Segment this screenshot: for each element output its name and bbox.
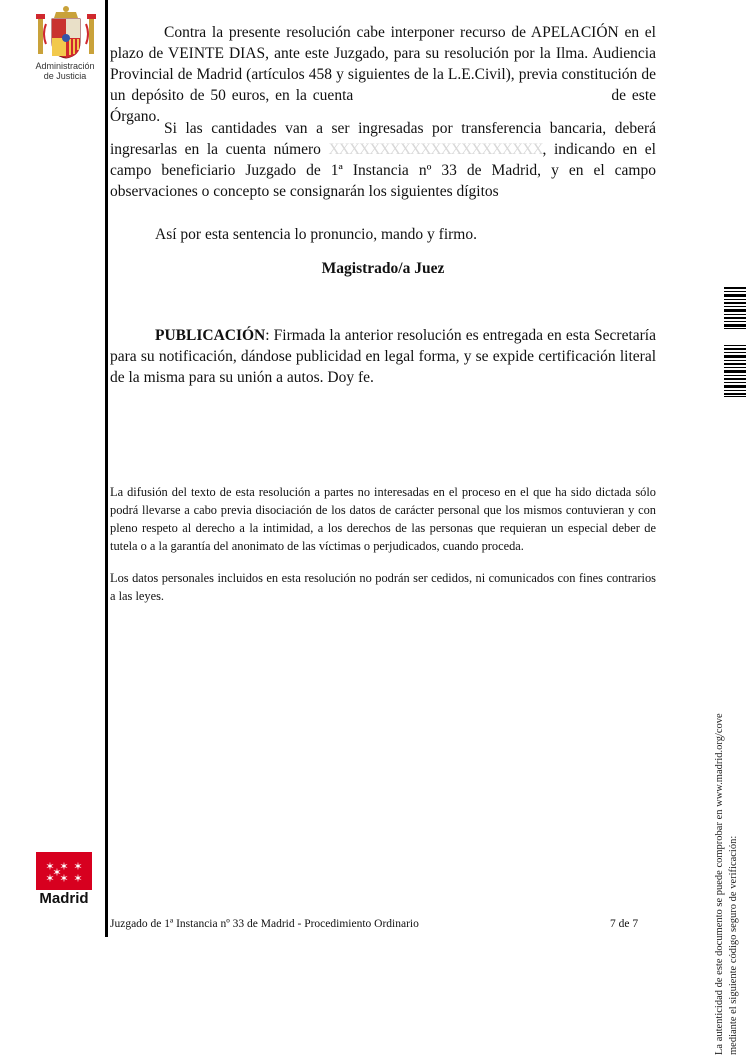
institution-caption-line1: Administración — [35, 61, 95, 71]
appeal-paragraph — [110, 22, 656, 127]
publication-paragraph — [110, 325, 656, 388]
closing-paragraph — [110, 224, 656, 245]
redacted-account — [359, 87, 605, 104]
svg-text:✶: ✶ — [45, 860, 55, 873]
barcode-icon — [724, 287, 746, 329]
transfer-text-end: , indicando en el campo beneficiario Juzgado de 1ª Instancia nº 33 de Madrid, y en el campo observaciones o concepto se consignarán los siguientes dígitos — [110, 141, 656, 200]
personal-data-notice: Los datos personales incluidos en esta resolución no podrán ser cedidos, ni comunicados con fines contrarios a las leyes. — [110, 571, 656, 603]
barcode-icon — [724, 345, 746, 397]
verification-notice — [697, 415, 750, 1055]
publication-text: : Firmada la anterior resolución es entregada en esta Secretaría para su notificación, dándose publicidad en legal forma, y se expide certificación literal de la misma para su unión a autos. Doy fe. — [110, 327, 656, 386]
svg-text:✶: ✶ — [73, 860, 83, 873]
signature-title: Magistrado/a Juez — [321, 260, 445, 277]
dissemination-notice: La difusión del texto de esta resolución a partes no interesadas en el proceso en el que ha sido dictada sólo podrá llevarse a cabo previa disociación de los datos de carácter personal que los mismos contuvieran y con pleno respeto al derecho a la intimidad, a los derechos de las personas que requieran un especial deber de tutela o a la garantía del anonimato de las víctimas o perjudicados, cuando proceda. — [110, 485, 656, 553]
verification-line-1: La autenticidad de este documento se puede comprobar en www.madrid.org/cove — [714, 713, 725, 1055]
transfer-paragraph — [110, 118, 656, 202]
closing-text: Así por esta sentencia lo pronuncio, mando y firmo. — [155, 226, 477, 243]
page-indicator: 7 de 7 — [610, 918, 639, 930]
verification-line-2: mediante el siguiente código seguro de verificación: — [728, 835, 739, 1055]
svg-text:✶: ✶ — [59, 860, 69, 873]
footer-court-procedure: Juzgado de 1ª Instancia nº 33 de Madrid - Procedimiento Ordinario — [110, 918, 419, 930]
publication-label: PUBLICACIÓN — [155, 327, 266, 344]
svg-text:✶: ✶ — [73, 872, 83, 885]
coat-of-arms-logo — [34, 4, 98, 62]
transfer-text: Si las cantidades van a ser ingresadas por transferencia bancaria, deberá ingresarlas en la cuenta número — [110, 120, 656, 158]
margin-rule — [105, 0, 108, 937]
madrid-flag-logo — [36, 852, 92, 890]
appeal-text: Contra la presente resolución cabe interponer recurso de APELACIÓN en el plazo de VEINTE DIAS, ante este Juzgado, para su resolución por la Ilma. Audiencia Provincial de Madrid (artículos 458 y siguientes de la L.E.Civil), previa constitución de un depósito de 50 euros, en la cuenta — [110, 24, 656, 104]
redacted-account-number: XXXXXXXXXXXXXXXXXXXXX — [328, 141, 543, 158]
svg-text:✶: ✶ — [59, 872, 69, 885]
institution-caption-line2: de Justicia — [43, 71, 87, 81]
svg-text:✶: ✶ — [45, 872, 55, 885]
appeal-text-end: de este Órgano. — [110, 87, 657, 125]
madrid-label: Madrid — [39, 890, 89, 907]
svg-text:✶: ✶ — [52, 866, 62, 879]
institution-caption — [25, 61, 105, 81]
